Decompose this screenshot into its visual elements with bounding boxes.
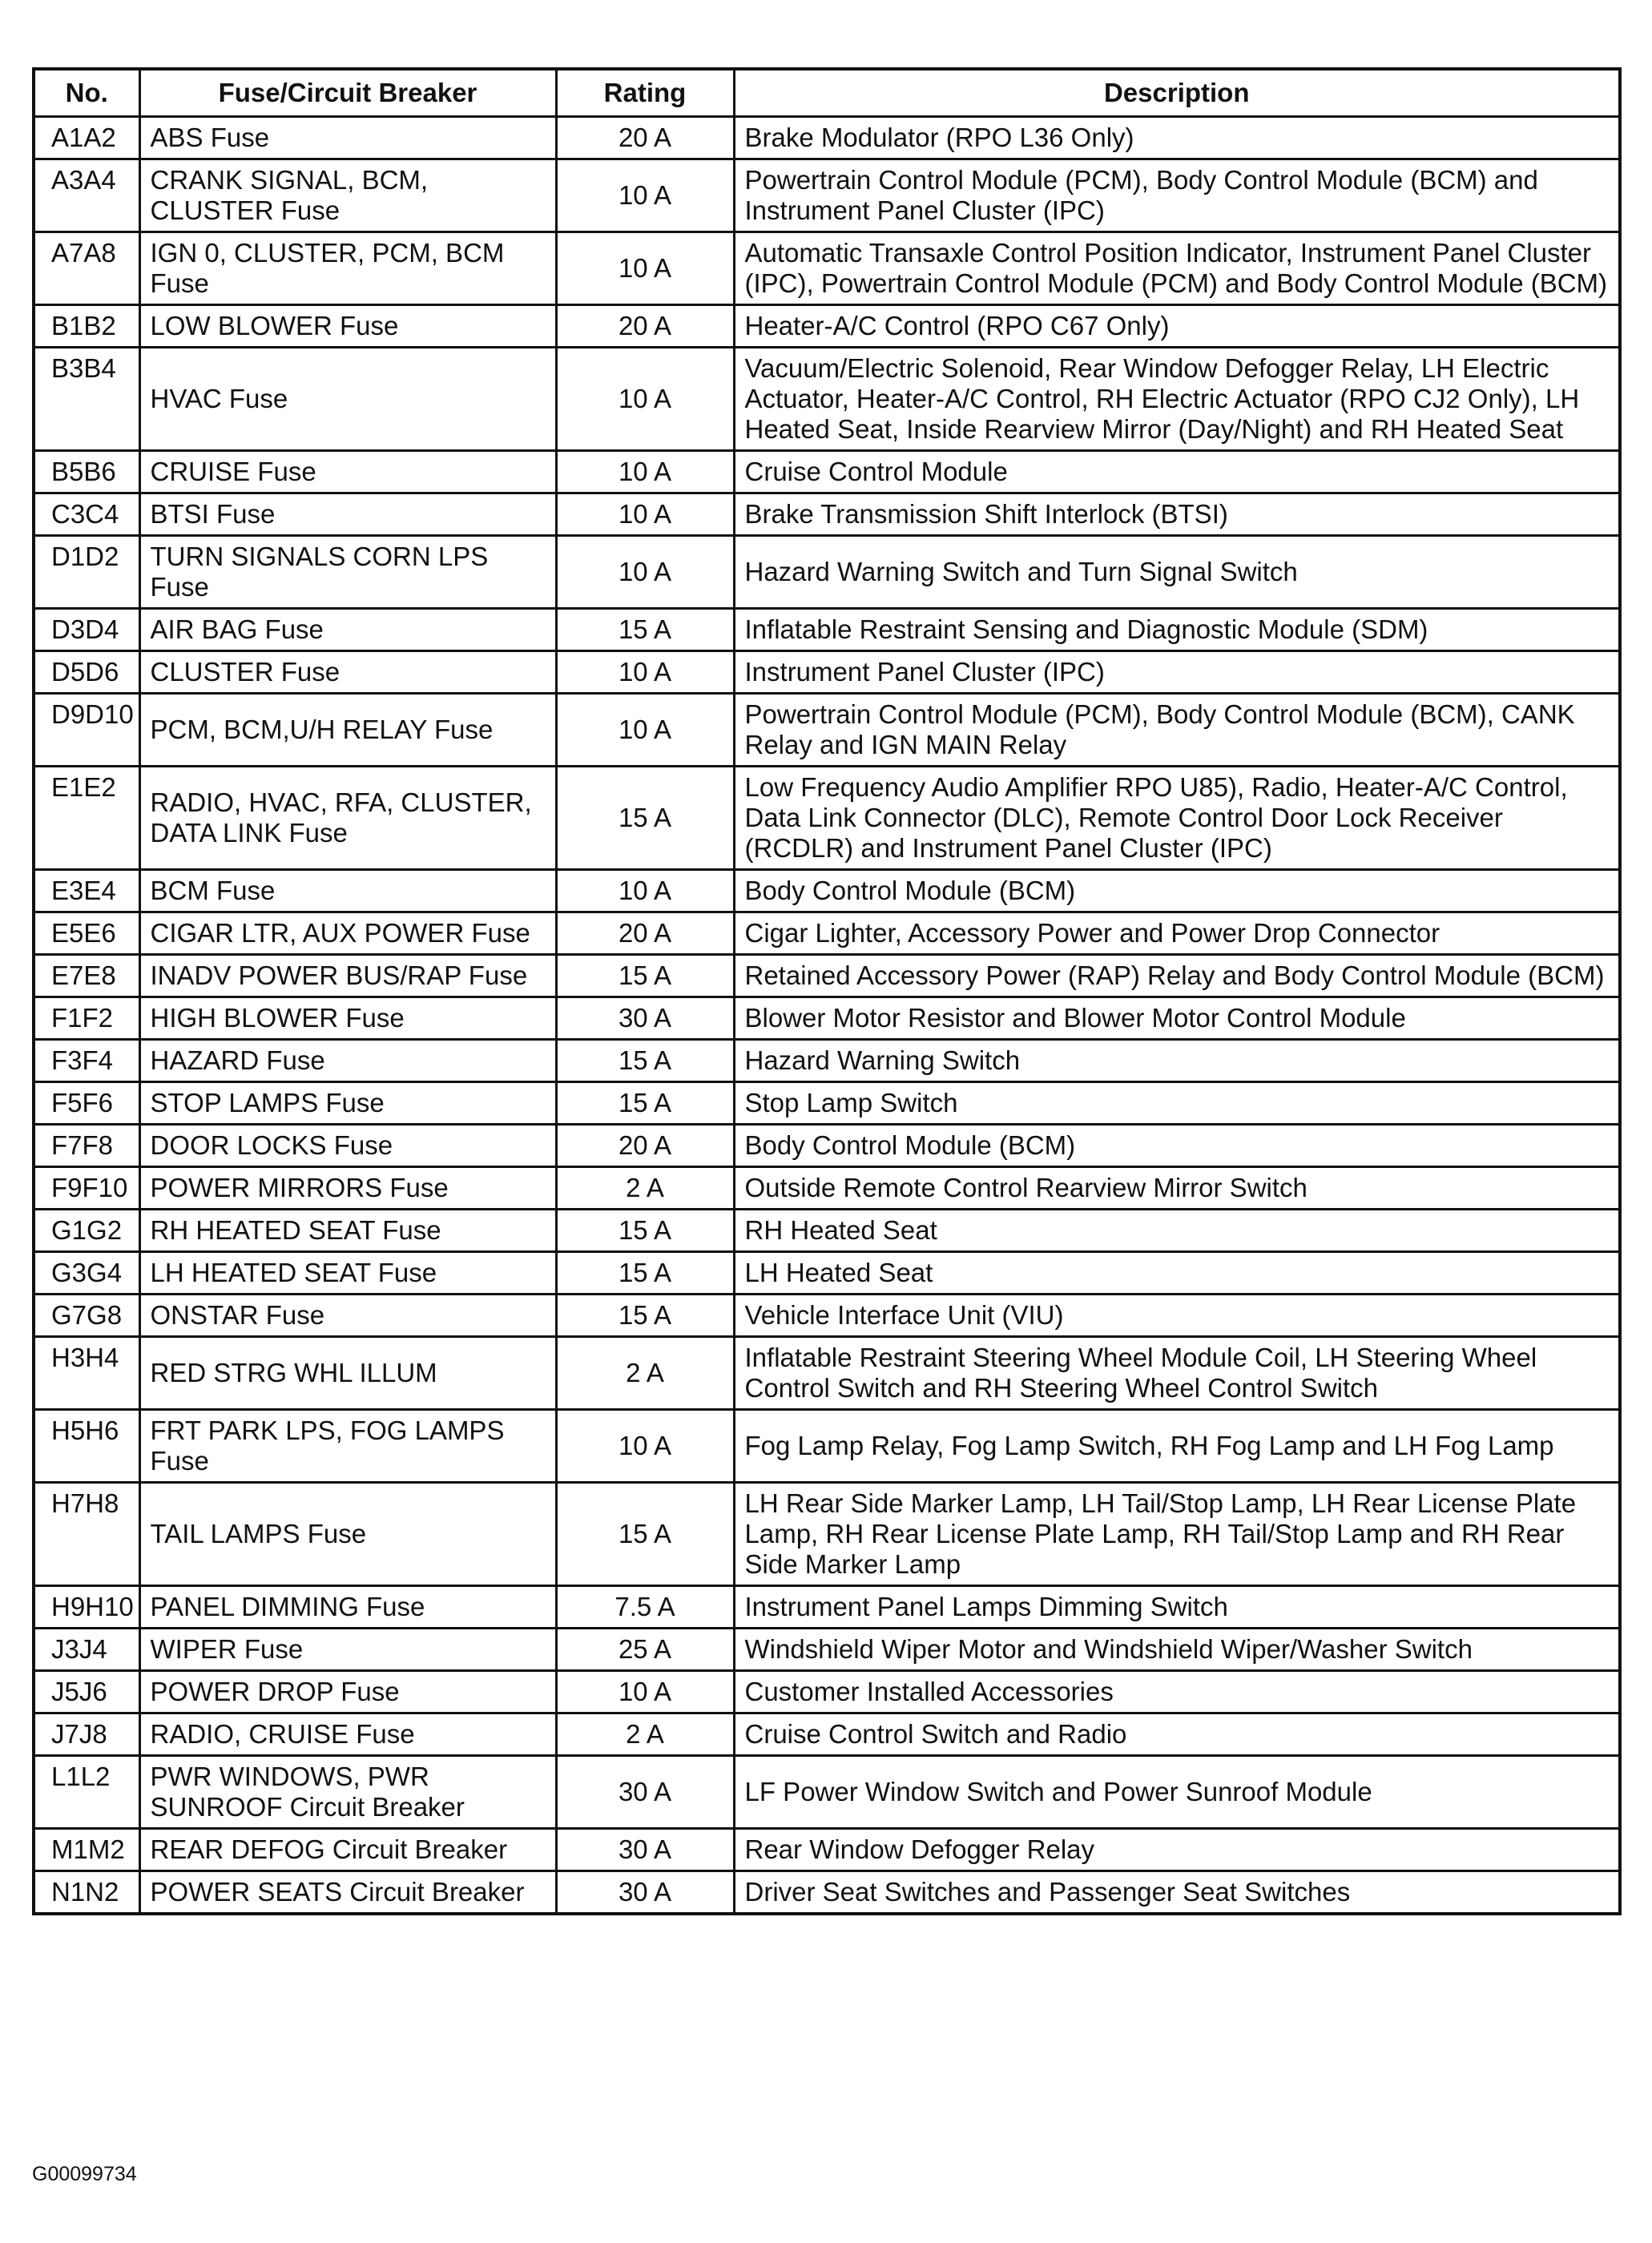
table-row — [34, 451, 1620, 493]
fuse-rating: 2 A — [556, 1167, 734, 1210]
fuse-rating: 20 A — [556, 117, 734, 159]
table-row — [34, 1125, 1620, 1167]
fuse-rating: 15 A — [556, 1082, 734, 1125]
fuse-name: RADIO, CRUISE Fuse — [139, 1713, 556, 1756]
table-row — [34, 1082, 1620, 1125]
fuse-rating: 30 A — [556, 1829, 734, 1871]
fuse-name: STOP LAMPS Fuse — [139, 1082, 556, 1125]
fuse-number: G3G4 — [34, 1252, 139, 1295]
table-row — [34, 1252, 1620, 1295]
fuse-description: LF Power Window Switch and Power Sunroof Module — [734, 1756, 1620, 1829]
fuse-description: Instrument Panel Lamps Dimming Switch — [734, 1586, 1620, 1629]
fuse-rating: 20 A — [556, 1125, 734, 1167]
table-row — [34, 1713, 1620, 1756]
table-row — [34, 536, 1620, 609]
fuse-number: G1G2 — [34, 1210, 139, 1252]
fuse-rating: 10 A — [556, 1410, 734, 1483]
table-row — [34, 694, 1620, 767]
fuse-description: Instrument Panel Cluster (IPC) — [734, 651, 1620, 694]
fuse-table — [32, 67, 1622, 1915]
fuse-number: H5H6 — [34, 1410, 139, 1483]
fuse-rating: 15 A — [556, 1040, 734, 1082]
fuse-number: A7A8 — [34, 232, 139, 305]
header-row — [34, 69, 1620, 117]
fuse-description: Fog Lamp Relay, Fog Lamp Switch, RH Fog Lamp and LH Fog Lamp — [734, 1410, 1620, 1483]
fuse-description: Vehicle Interface Unit (VIU) — [734, 1295, 1620, 1337]
fuse-rating: 15 A — [556, 1483, 734, 1586]
fuse-number: E5E6 — [34, 912, 139, 955]
fuse-rating: 30 A — [556, 1871, 734, 1915]
fuse-number: M1M2 — [34, 1829, 139, 1871]
fuse-description: Powertrain Control Module (PCM), Body Control Module (BCM) and Instrument Panel Cluster (IPC) — [734, 159, 1620, 232]
table-row — [34, 1586, 1620, 1629]
fuse-name: CLUSTER Fuse — [139, 651, 556, 694]
fuse-description: LH Rear Side Marker Lamp, LH Tail/Stop Lamp, LH Rear License Plate Lamp, RH Rear License Plate Lamp, RH Tail/Stop Lamp and RH Rear Side Marker Lamp — [734, 1483, 1620, 1586]
table-row — [34, 1167, 1620, 1210]
fuse-rating: 30 A — [556, 997, 734, 1040]
fuse-name: TAIL LAMPS Fuse — [139, 1483, 556, 1586]
fuse-description: Outside Remote Control Rearview Mirror Switch — [734, 1167, 1620, 1210]
fuse-name: RADIO, HVAC, RFA, CLUSTER, DATA LINK Fuse — [139, 767, 556, 870]
fuse-name: HVAC Fuse — [139, 348, 556, 451]
fuse-description: Brake Modulator (RPO L36 Only) — [734, 117, 1620, 159]
fuse-description: Inflatable Restraint Sensing and Diagnostic Module (SDM) — [734, 609, 1620, 651]
table-header — [34, 69, 1620, 117]
table-row — [34, 493, 1620, 536]
fuse-number: H9H10 — [34, 1586, 139, 1629]
fuse-name: RH HEATED SEAT Fuse — [139, 1210, 556, 1252]
fuse-name: IGN 0, CLUSTER, PCM, BCM Fuse — [139, 232, 556, 305]
fuse-name: POWER SEATS Circuit Breaker — [139, 1871, 556, 1915]
fuse-description: Driver Seat Switches and Passenger Seat Switches — [734, 1871, 1620, 1915]
fuse-description: Inflatable Restraint Steering Wheel Module Coil, LH Steering Wheel Control Switch and RH Steering Wheel Control Switch — [734, 1337, 1620, 1410]
table-row — [34, 159, 1620, 232]
fuse-description: RH Heated Seat — [734, 1210, 1620, 1252]
fuse-name: REAR DEFOG Circuit Breaker — [139, 1829, 556, 1871]
fuse-rating: 20 A — [556, 305, 734, 348]
fuse-description: Hazard Warning Switch — [734, 1040, 1620, 1082]
fuse-number: H3H4 — [34, 1337, 139, 1410]
table-row — [34, 609, 1620, 651]
table-row — [34, 305, 1620, 348]
header-description: Description — [734, 69, 1620, 117]
fuse-rating: 15 A — [556, 1210, 734, 1252]
fuse-name: TURN SIGNALS CORN LPS Fuse — [139, 536, 556, 609]
fuse-rating: 10 A — [556, 348, 734, 451]
fuse-number: E1E2 — [34, 767, 139, 870]
table-row — [34, 767, 1620, 870]
table-row — [34, 1295, 1620, 1337]
fuse-description: Body Control Module (BCM) — [734, 870, 1620, 912]
fuse-description: Cruise Control Module — [734, 451, 1620, 493]
table-row — [34, 1629, 1620, 1671]
fuse-name: INADV POWER BUS/RAP Fuse — [139, 955, 556, 997]
fuse-rating: 10 A — [556, 451, 734, 493]
fuse-description: Rear Window Defogger Relay — [734, 1829, 1620, 1871]
fuse-number: E7E8 — [34, 955, 139, 997]
header-rating: Rating — [556, 69, 734, 117]
fuse-number: N1N2 — [34, 1871, 139, 1915]
header-no: No. — [34, 69, 139, 117]
fuse-description: Windshield Wiper Motor and Windshield Wiper/Washer Switch — [734, 1629, 1620, 1671]
fuse-description: Body Control Module (BCM) — [734, 1125, 1620, 1167]
table-row — [34, 1040, 1620, 1082]
fuse-number: D5D6 — [34, 651, 139, 694]
fuse-rating: 15 A — [556, 609, 734, 651]
fuse-description: Cruise Control Switch and Radio — [734, 1713, 1620, 1756]
table-row — [34, 1483, 1620, 1586]
table-row — [34, 117, 1620, 159]
table-body — [34, 117, 1620, 1915]
fuse-number: F7F8 — [34, 1125, 139, 1167]
figure-id: G00099734 — [32, 2163, 137, 2185]
table-row — [34, 1671, 1620, 1713]
fuse-number: D1D2 — [34, 536, 139, 609]
fuse-number: L1L2 — [34, 1756, 139, 1829]
fuse-number: B5B6 — [34, 451, 139, 493]
table-row — [34, 232, 1620, 305]
fuse-rating: 10 A — [556, 870, 734, 912]
fuse-description: Low Frequency Audio Amplifier RPO U85), Radio, Heater-A/C Control, Data Link Connector (DLC), Remote Control Door Lock Receiver (RCDLR) and Instrument Panel Cluster (IPC) — [734, 767, 1620, 870]
fuse-description: Hazard Warning Switch and Turn Signal Switch — [734, 536, 1620, 609]
fuse-name: HIGH BLOWER Fuse — [139, 997, 556, 1040]
fuse-name: PWR WINDOWS, PWR SUNROOF Circuit Breaker — [139, 1756, 556, 1829]
fuse-description: Brake Transmission Shift Interlock (BTSI) — [734, 493, 1620, 536]
fuse-number: J5J6 — [34, 1671, 139, 1713]
fuse-description: Cigar Lighter, Accessory Power and Power Drop Connector — [734, 912, 1620, 955]
table-row — [34, 1756, 1620, 1829]
fuse-rating: 25 A — [556, 1629, 734, 1671]
fuse-description: Blower Motor Resistor and Blower Motor Control Module — [734, 997, 1620, 1040]
fuse-description: Retained Accessory Power (RAP) Relay and Body Control Module (BCM) — [734, 955, 1620, 997]
fuse-name: WIPER Fuse — [139, 1629, 556, 1671]
fuse-name: POWER DROP Fuse — [139, 1671, 556, 1713]
table-row — [34, 1871, 1620, 1915]
fuse-name: CRANK SIGNAL, BCM, CLUSTER Fuse — [139, 159, 556, 232]
fuse-number: E3E4 — [34, 870, 139, 912]
fuse-number: F5F6 — [34, 1082, 139, 1125]
fuse-name: ABS Fuse — [139, 117, 556, 159]
fuse-name: LOW BLOWER Fuse — [139, 305, 556, 348]
fuse-rating: 15 A — [556, 955, 734, 997]
fuse-number: B3B4 — [34, 348, 139, 451]
fuse-rating: 15 A — [556, 1295, 734, 1337]
fuse-rating: 15 A — [556, 1252, 734, 1295]
table-row — [34, 348, 1620, 451]
fuse-number: J3J4 — [34, 1629, 139, 1671]
fuse-description: Customer Installed Accessories — [734, 1671, 1620, 1713]
fuse-name: BCM Fuse — [139, 870, 556, 912]
fuse-rating: 10 A — [556, 651, 734, 694]
fuse-rating: 7.5 A — [556, 1586, 734, 1629]
fuse-rating: 10 A — [556, 1671, 734, 1713]
fuse-rating: 10 A — [556, 159, 734, 232]
fuse-number: A1A2 — [34, 117, 139, 159]
fuse-rating: 10 A — [556, 536, 734, 609]
header-fuse: Fuse/Circuit Breaker — [139, 69, 556, 117]
fuse-name: BTSI Fuse — [139, 493, 556, 536]
fuse-number: A3A4 — [34, 159, 139, 232]
fuse-number: D9D10 — [34, 694, 139, 767]
fuse-name: LH HEATED SEAT Fuse — [139, 1252, 556, 1295]
fuse-name: ONSTAR Fuse — [139, 1295, 556, 1337]
fuse-rating: 15 A — [556, 767, 734, 870]
fuse-rating: 10 A — [556, 493, 734, 536]
table-row — [34, 1337, 1620, 1410]
fuse-name: DOOR LOCKS Fuse — [139, 1125, 556, 1167]
fuse-description: Vacuum/Electric Solenoid, Rear Window Defogger Relay, LH Electric Actuator, Heater-A/C Control, RH Electric Actuator (RPO CJ2 Only), LH Heated Seat, Inside Rearview Mirror (Day/Night) and RH Heated Seat — [734, 348, 1620, 451]
table-row — [34, 912, 1620, 955]
fuse-number: C3C4 — [34, 493, 139, 536]
fuse-number: F9F10 — [34, 1167, 139, 1210]
fuse-number: F1F2 — [34, 997, 139, 1040]
table-row — [34, 955, 1620, 997]
fuse-name: PANEL DIMMING Fuse — [139, 1586, 556, 1629]
fuse-name: POWER MIRRORS Fuse — [139, 1167, 556, 1210]
fuse-name: FRT PARK LPS, FOG LAMPS Fuse — [139, 1410, 556, 1483]
table-row — [34, 1410, 1620, 1483]
fuse-rating: 2 A — [556, 1713, 734, 1756]
fuse-name: HAZARD Fuse — [139, 1040, 556, 1082]
fuse-name: RED STRG WHL ILLUM — [139, 1337, 556, 1410]
table-row — [34, 997, 1620, 1040]
fuse-description: Stop Lamp Switch — [734, 1082, 1620, 1125]
fuse-description: Automatic Transaxle Control Position Indicator, Instrument Panel Cluster (IPC), Powertrain Control Module (PCM) and Body Control Module (BCM) — [734, 232, 1620, 305]
fuse-description: Powertrain Control Module (PCM), Body Control Module (BCM), CANK Relay and IGN MAIN Relay — [734, 694, 1620, 767]
fuse-number: B1B2 — [34, 305, 139, 348]
table-row — [34, 651, 1620, 694]
table-row — [34, 1829, 1620, 1871]
fuse-number: H7H8 — [34, 1483, 139, 1586]
fuse-name: AIR BAG Fuse — [139, 609, 556, 651]
fuse-rating: 20 A — [556, 912, 734, 955]
fuse-description: LH Heated Seat — [734, 1252, 1620, 1295]
fuse-number: G7G8 — [34, 1295, 139, 1337]
fuse-rating: 10 A — [556, 232, 734, 305]
fuse-name: CRUISE Fuse — [139, 451, 556, 493]
fuse-rating: 30 A — [556, 1756, 734, 1829]
fuse-rating: 10 A — [556, 694, 734, 767]
fuse-rating: 2 A — [556, 1337, 734, 1410]
fuse-number: D3D4 — [34, 609, 139, 651]
fuse-number: F3F4 — [34, 1040, 139, 1082]
fuse-name: PCM, BCM,U/H RELAY Fuse — [139, 694, 556, 767]
fuse-description: Heater-A/C Control (RPO C67 Only) — [734, 305, 1620, 348]
table-row — [34, 1210, 1620, 1252]
table-row — [34, 870, 1620, 912]
fuse-number: J7J8 — [34, 1713, 139, 1756]
fuse-name: CIGAR LTR, AUX POWER Fuse — [139, 912, 556, 955]
